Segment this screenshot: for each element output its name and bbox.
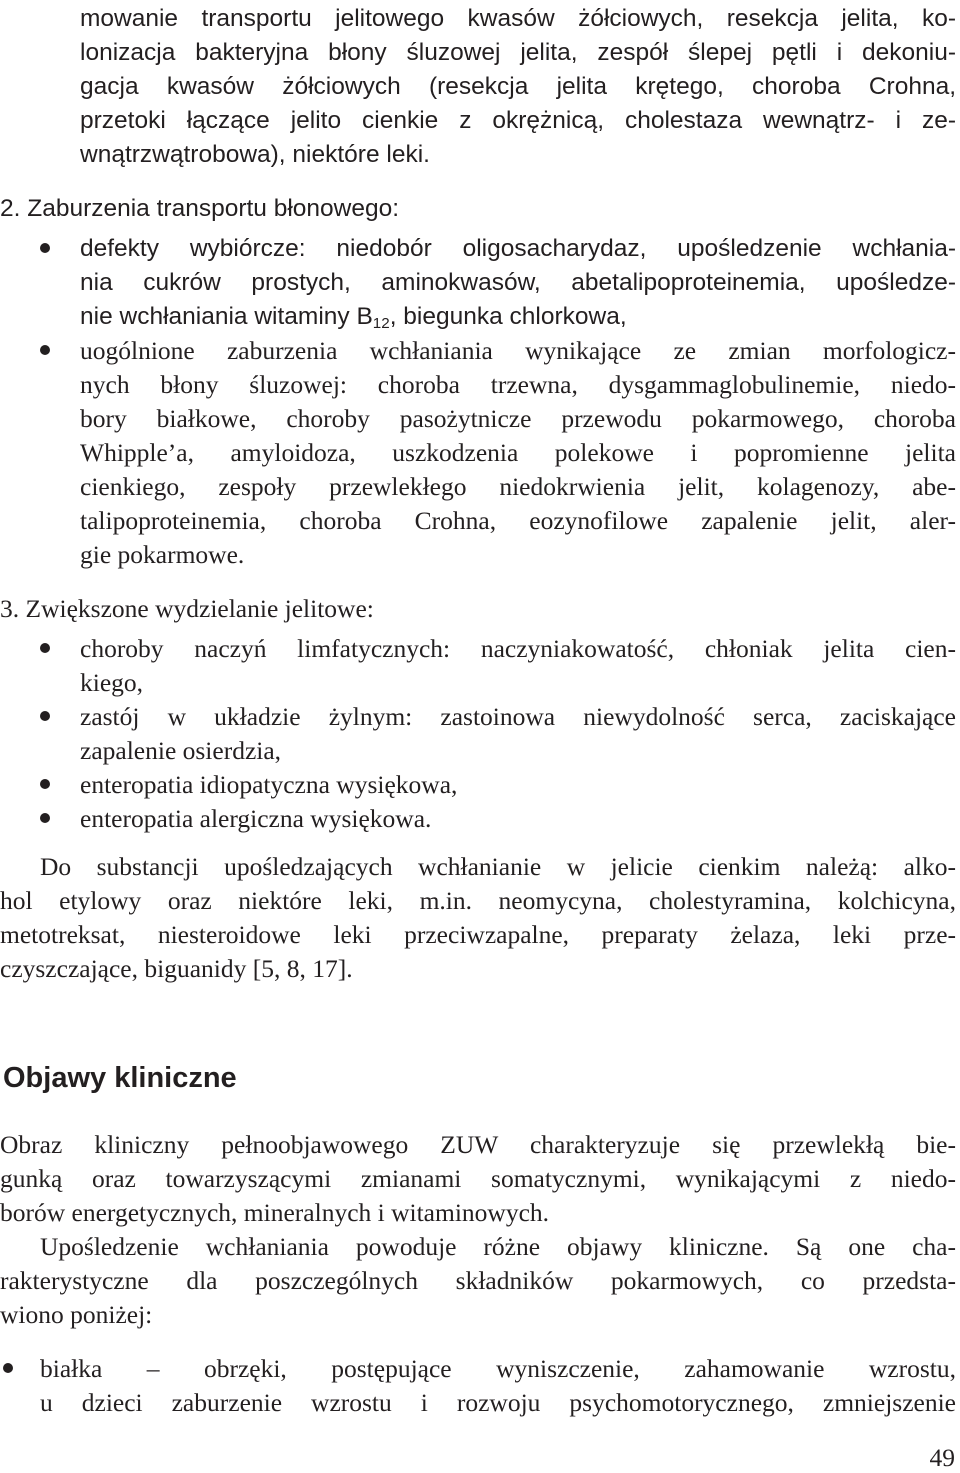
page-number: 49 <box>929 1443 955 1472</box>
s3-b1-line-1: choroby naczyń limfatycznych: naczyniakowatość, chłoniak jelita cien- <box>80 634 956 663</box>
section-2-title-text: 2. Zaburzenia transportu błonowego: <box>0 195 400 222</box>
s2-b1-line-2: nia cukrów prostych, aminokwasów, abetalipoproteinemia, upośledze- <box>80 269 956 296</box>
b12-subscript: 12 <box>372 314 390 332</box>
bullet-icon <box>40 711 50 721</box>
s3-b2-line-2: zapalenie osierdzia, <box>80 736 282 765</box>
intro-line-1: mowanie transportu jelitowego kwasów żółciowych, resekcja jelita, ko- <box>80 5 956 32</box>
s2-b2-line-2: nych błony śluzowej: choroba trzewna, dysgammaglobulinemie, niedo- <box>80 370 956 399</box>
final-bullet-line-2: u dzieci zaburzenie wzrostu i rozwoju psychomotorycznego, zmniejszenie <box>40 1388 956 1417</box>
subst-line-2: hol etylowy oraz niektóre leki, m.in. neomycyna, cholestyramina, kolchicyna, <box>0 886 956 915</box>
intro-line-2: lonizacja bakteryjna błony śluzowej jelita, zespół ślepej pętli i dekoniu- <box>80 39 956 66</box>
s3-b2-line-1: zastój w układzie żylnym: zastoinowa niewydolność serca, zaciskające <box>80 702 956 731</box>
s2-b1-line-1: defekty wybiórcze: niedobór oligosacharydaz, upośledzenie wchłania- <box>80 235 956 262</box>
clin2-line-3: wiono poniżej: <box>0 1300 153 1329</box>
s2-b2-line-7: gie pokarmowe. <box>80 540 245 569</box>
bullet-icon <box>40 813 50 823</box>
clin1-line-2: gunką oraz towarzyszącymi zmianami somatycznymi, wynikającymi z niedo- <box>0 1164 956 1193</box>
bullet-icon <box>40 779 50 789</box>
intro-line-3: gacja kwasów żółciowych (resekcja jelita krętego, choroba Crohna, <box>80 73 956 100</box>
s2-b1-line-3-text: nie wchłaniania witaminy B <box>80 303 373 330</box>
section-2-title <box>0 192 400 294</box>
clin1-line-3: borów energetycznych, mineralnych i witaminowych. <box>0 1198 550 1227</box>
clin1-line-1: Obraz kliniczny pełnoobjawowego ZUW charakteryzuje się przewlekłą bie- <box>0 1130 956 1159</box>
s2-b1-line-3 <box>80 300 960 334</box>
subst-line-1: Do substancji upośledzających wchłanianie w jelicie cienkim należą: alko- <box>40 852 956 881</box>
subst-line-3: metotreksat, niesteroidowe leki przeciwzapalne, preparaty żelaza, leki prze- <box>0 920 956 949</box>
intro-line-5: wnątrzwątrobowa), niektóre leki. <box>80 141 430 168</box>
s3-b1-line-2: kiego, <box>80 668 144 697</box>
s2-b2-line-1: uogólnione zaburzenia wchłaniania wynikające ze zmian morfologicz- <box>80 336 956 365</box>
s2-b2-line-6: talipoproteinemia, choroba Crohna, eozynofilowe zapalenie jelit, aler- <box>80 506 956 535</box>
final-bullet-line-1: białka – obrzęki, postępujące wyniszczenie, zahamowanie wzrostu, <box>40 1354 956 1383</box>
section-heading: Objawy kliniczne <box>3 1062 237 1094</box>
s2-b2-line-5: cienkiego, zespoły przewlekłego niedokrwienia jelit, kolagenozy, abe- <box>80 472 956 501</box>
bullet-icon <box>40 643 50 653</box>
intro-line-4: przetoki łączące jelito cienkie z okrężnicą, cholestaza wewnątrz- i ze- <box>80 107 956 134</box>
s3-b3-line-1: enteropatia idiopatyczna wysiękowa, <box>80 770 458 799</box>
bullet-icon <box>40 345 50 355</box>
clin2-line-1: Upośledzenie wchłaniania powoduje różne objawy kliniczne. Są one cha- <box>40 1232 956 1261</box>
bullet-icon <box>3 1363 13 1373</box>
bullet-icon <box>40 243 50 253</box>
subst-line-4: czyszczające, biguanidy [5, 8, 17]. <box>0 954 353 983</box>
s3-b4-line-1: enteropatia alergiczna wysiękowa. <box>80 804 432 833</box>
s2-b2-line-4: Whipple’a, amyloidoza, uszkodzenia polekowe i popromienne jelita <box>80 438 956 467</box>
s2-b2-line-3: bory białkowe, choroby pasożytnicze przewodu pokarmowego, choroba <box>80 404 956 433</box>
clin2-line-2: rakterystyczne dla poszczególnych składników pokarmowych, co przedsta- <box>0 1266 956 1295</box>
s2-b1-line-3-tail: , biegunka chlorkowa, <box>389 303 627 330</box>
section-3-title: 3. Zwiększone wydzielanie jelitowe: <box>0 594 374 623</box>
